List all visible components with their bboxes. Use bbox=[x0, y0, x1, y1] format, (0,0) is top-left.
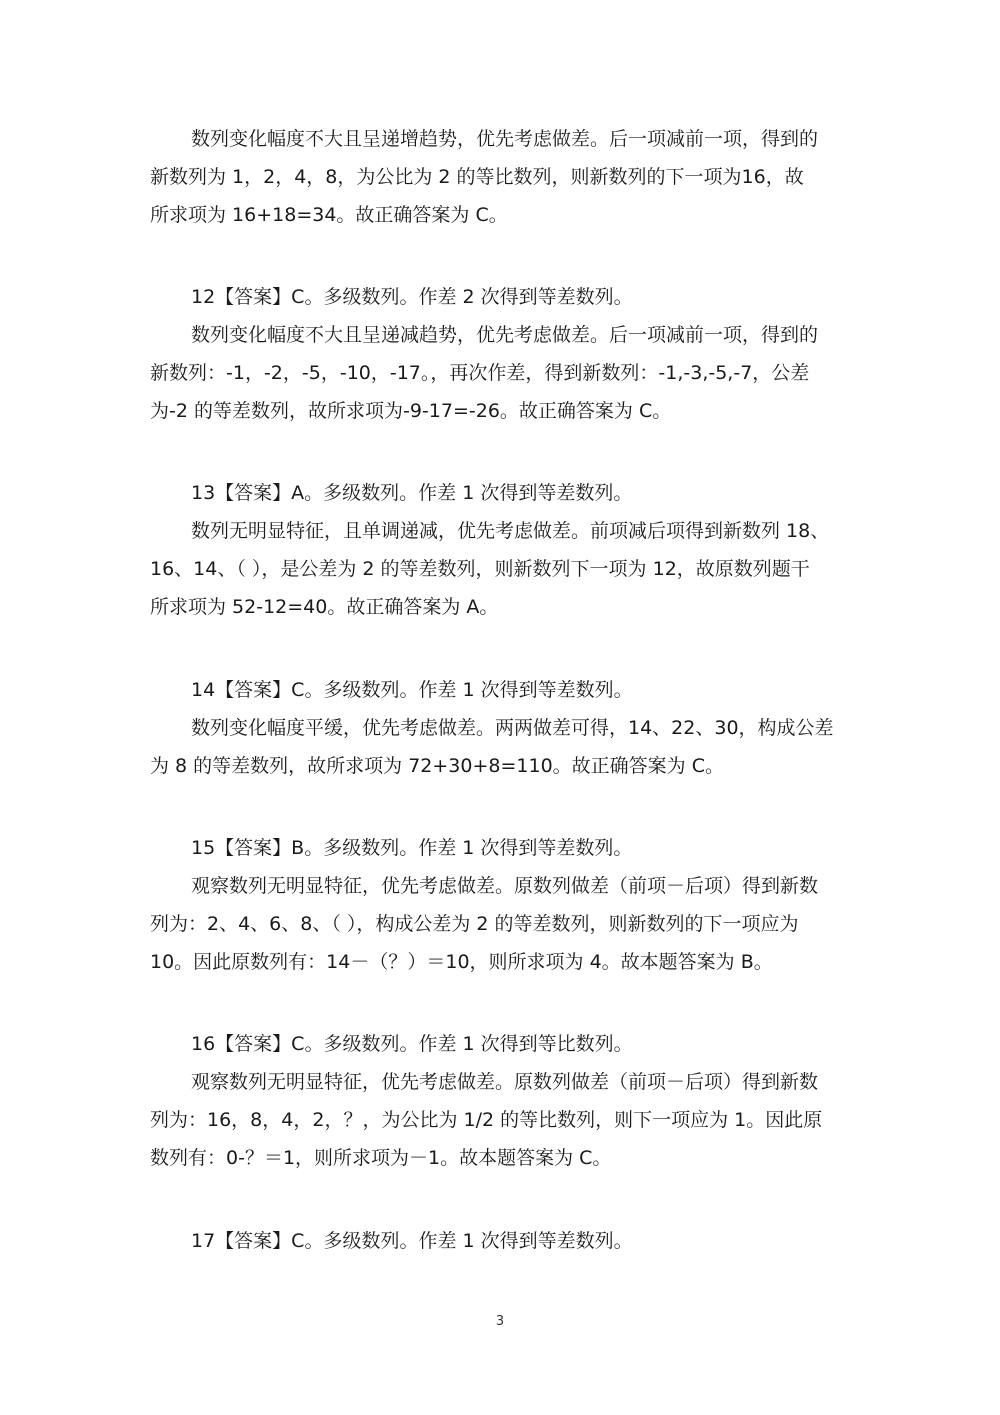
paragraph-11-explanation bbox=[150, 120, 850, 234]
page-number: 3 bbox=[495, 1314, 505, 1329]
text-line: 为-2 的等差数列，故所求项为-9-17=-26。故正确答案为 C。 bbox=[150, 400, 672, 422]
text-line: 10。因此原数列有：14－（？）＝10，则所求项为 4。故本题答案为 B。 bbox=[150, 951, 773, 973]
answer-heading: 12【答案】C。多级数列。作差 2 次得到等差数列。 bbox=[191, 286, 633, 308]
answer-heading: 17【答案】C。多级数列。作差 1 次得到等差数列。 bbox=[191, 1230, 633, 1252]
paragraph-answer-16 bbox=[150, 1025, 850, 1177]
answer-heading: 13【答案】A。多级数列。作差 1 次得到等差数列。 bbox=[191, 482, 633, 504]
text-line: 数列变化幅度不大且呈递减趋势，优先考虑做差。后一项减前一项，得到的 bbox=[191, 324, 819, 346]
text-line: 列为：2、4、6、8、（ ），构成公差为 2 的等差数列，则新数列的下一项应为 bbox=[150, 913, 799, 935]
paragraph-answer-15 bbox=[150, 829, 850, 981]
answer-heading: 16【答案】C。多级数列。作差 1 次得到等比数列。 bbox=[191, 1033, 633, 1055]
text-line: 所求项为 52-12=40。故正确答案为 A。 bbox=[150, 596, 499, 618]
text-line: 数列变化幅度不大且呈递增趋势，优先考虑做差。后一项减前一项，得到的 bbox=[191, 128, 819, 150]
text-line: 观察数列无明显特征，优先考虑做差。原数列做差（前项－后项）得到新数 bbox=[191, 1071, 819, 1093]
text-line: 所求项为 16+18=34。故正确答案为 C。 bbox=[150, 204, 508, 226]
text-line: 数列变化幅度平缓，优先考虑做差。两两做差可得，14、22、30，构成公差 bbox=[191, 717, 834, 739]
text-line: 列为：16，8，4，2，？，为公比为 1/2 的等比数列，则下一项应为 1。因此原 bbox=[150, 1109, 823, 1131]
text-line: 新数列为 1，2，4，8，为公比为 2 的等比数列，则新数列的下一项为16，故 bbox=[150, 166, 804, 188]
text-line: 新数列：-1，-2，-5，-10，-17。，再次作差，得到新数列：-1,-3,-5,-7，公差 bbox=[150, 362, 810, 384]
paragraph-answer-14 bbox=[150, 671, 850, 785]
text-line: 观察数列无明显特征，优先考虑做差。原数列做差（前项－后项）得到新数 bbox=[191, 875, 819, 897]
text-line: 为 8 的等差数列，故所求项为 72+30+8=110。故正确答案为 C。 bbox=[150, 755, 724, 777]
answer-heading: 14【答案】C。多级数列。作差 1 次得到等差数列。 bbox=[191, 679, 633, 701]
text-line: 数列有：0-？＝1，则所求项为－1。故本题答案为 C。 bbox=[150, 1147, 612, 1169]
text-line: 数列无明显特征，且单调递减，优先考虑做差。前项减后项得到新数列 18、 bbox=[191, 520, 830, 542]
paragraph-answer-17 bbox=[150, 1222, 850, 1260]
text-line: 16、14、（ ），是公差为 2 的等差数列，则新数列下一项为 12，故原数列题干 bbox=[150, 558, 810, 580]
paragraph-answer-13 bbox=[150, 474, 850, 626]
paragraph-answer-12 bbox=[150, 278, 850, 430]
answer-heading: 15【答案】B。多级数列。作差 1 次得到等差数列。 bbox=[191, 837, 633, 859]
